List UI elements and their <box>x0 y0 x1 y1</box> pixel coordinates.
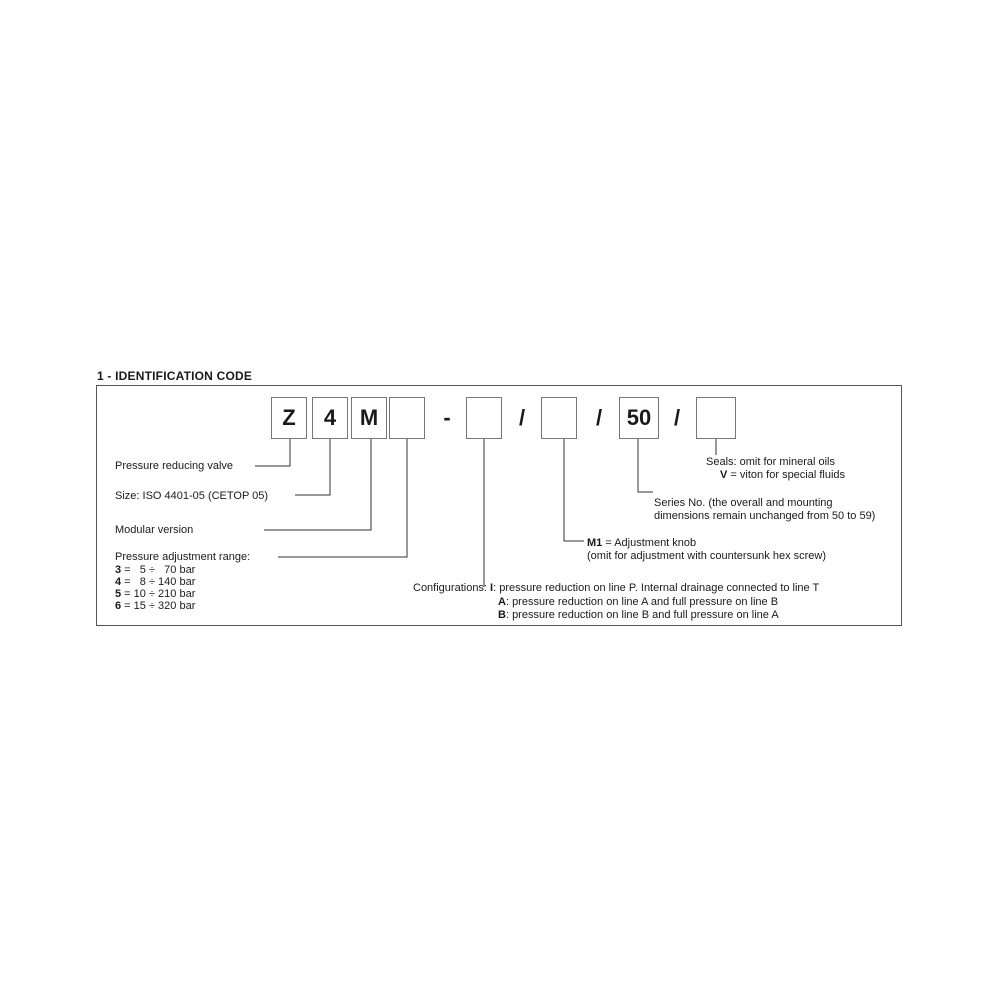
label-adjustment-note: (omit for adjustment with countersunk hex screw) <box>587 550 827 562</box>
section-title: 1 - IDENTIFICATION CODE <box>97 369 253 383</box>
code-slash-1: / <box>518 405 526 430</box>
config-row-b: B: pressure reduction on line B and full pressure on line A <box>498 609 779 621</box>
config-row-i: Configurations: I: pressure reduction on line P. Internal drainage connected to line T <box>413 582 820 594</box>
label-series-2: dimensions remain unchanged from 50 to 59) <box>654 510 876 522</box>
leader-pressure-reducing <box>255 439 290 466</box>
code-box-z: Z <box>271 397 307 439</box>
code-slash-3: / <box>673 405 681 430</box>
label-seals: Seals: omit for mineral oils <box>706 456 835 468</box>
leader-series <box>638 439 653 492</box>
code-box-series: 50 <box>619 397 659 439</box>
label-pressure-reducing-valve: Pressure reducing valve <box>115 460 234 472</box>
label-seals-viton: V = viton for special fluids <box>720 469 846 481</box>
label-adjustment-knob: M1 = Adjustment knob <box>587 537 697 549</box>
code-box-size: 4 <box>312 397 348 439</box>
leader-pressure-range <box>278 439 407 557</box>
range-row: 4 = 8 ÷ 140 bar <box>115 576 196 588</box>
label-size: Size: ISO 4401-05 (CETOP 05) <box>115 490 269 502</box>
code-box-modular: M <box>351 397 387 439</box>
code-slash-2: / <box>595 405 603 430</box>
range-row: 3 = 5 ÷ 70 bar <box>115 564 196 576</box>
label-series-1: Series No. (the overall and mounting <box>654 497 833 509</box>
leader-modular <box>264 439 371 530</box>
leader-size <box>295 439 330 495</box>
code-dash: - <box>443 405 451 430</box>
label-modular-version: Modular version <box>115 524 194 536</box>
range-row: 5 = 10 ÷ 210 bar <box>115 588 196 600</box>
config-row-a: A: pressure reduction on line A and full pressure on line B <box>498 596 779 608</box>
label-pressure-range-title: Pressure adjustment range: <box>115 551 251 563</box>
leader-adjustment <box>564 439 584 541</box>
range-row: 6 = 15 ÷ 320 bar <box>115 600 196 612</box>
